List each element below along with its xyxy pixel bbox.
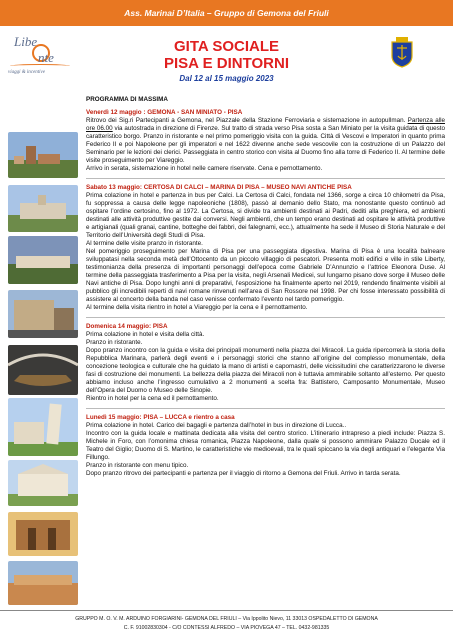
- day1-route: GEMONA - SAN MINIATO - PISA: [145, 109, 243, 116]
- header-banner: Ass. Marinai D’Italia – Gruppo di Gemona del Friuli: [0, 0, 453, 26]
- day1-paragraph-1: [86, 117, 445, 165]
- day3-paragraph-3: Dopo pranzo incontro con la guida e visita dei principali monumenti nella piazza dei Miracoli. La guida ripercorrerà la storia della Repubblica Marinara, parlerà degli eventi e i personaggi storici che stanno all’origine del complesso monumentale, della concezione teologica e culturale che ha guidato la mano di artisti e capomastri, delle vicissitudini che caratterizzarono le diverse fasi di costruzione dei monumenti. La bellezza della piazza dei Miracoli non è tuttavia ammirabile soltanto all’esterno. Per questo abbiamo incluso anche l’ingresso cumulativo a 2 monumenti a scelta fra: Battistero, Camposanto Monumentale, Museo dell’Opera del Duomo o Museo delle Sinopie.: [86, 347, 445, 394]
- divider: [86, 317, 445, 318]
- day4-title: [86, 414, 445, 422]
- day1-departure-time: Partenza alle ore 06.00: [86, 117, 445, 132]
- footer-contact: C. F. 91002830304 - C/O CONTESSI ALFREDO – VIA PIOVEGA 47 – TEL. 0432-981335: [123, 625, 330, 631]
- day4-route: PISA – LUCCA e rientro a casa: [141, 414, 235, 421]
- day3-title: [86, 323, 445, 331]
- day2-section: [86, 184, 445, 312]
- san-miniato-photo: [8, 132, 78, 178]
- day2-paragraph-2: Al termine delle visite pranzo in ristorante.: [86, 240, 203, 247]
- divider: [86, 408, 445, 409]
- page-title-line1: GITA SOCIALE: [174, 38, 279, 55]
- day3-date: Domenica 14 maggio:: [86, 323, 152, 330]
- day4-paragraph-4: Dopo pranzo ritrovo dei partecipanti e partenza per il viaggio di ritorno a Gemona del Friuli. Arrivo in tarda serata.: [86, 470, 401, 477]
- day3-paragraph-4: Rientro in hotel per la cena ed il pernottamento.: [86, 395, 219, 402]
- day3-paragraph-2: Pranzo in ristorante.: [86, 339, 143, 346]
- page-footer: [0, 610, 453, 640]
- day1-text-a: Ritrovo dei Sig.ri Partecipanti a Gemona, nel Piazzale della Stazione Ferroviaria e sistemazione in autopullman.: [86, 117, 408, 124]
- ship-museum-photo: [8, 345, 78, 395]
- day4-date: Lunedì 15 maggio:: [86, 414, 142, 421]
- day2-paragraph-3: Nel pomeriggio proseguimento per Marina di Pisa per una passeggiata digestiva. Marina di Pisa è una località balneare sviluppatasi nella seconda metà dell’Ottocento da un piccolo villaggio di pescatori. Presenta molti edifici e ville in stile Liberty, testimonianza della presenza di importanti personaggi dell’epoca come Gabriele D’Annunzio e l’attrice Eleonora Duse. Al termine della passeggiata trasferimento a Pisa per la visita, negli Arsenali Medicei, sul lungarno pisano dove sorge il Museo delle Navi antiche di Pisa. Dopo lunghi anni di preparativi, l’esposizione ha finalmente aperto nel 2019, rendendo finalmente visibili al pubblico gli incredibili reperti di navi romane rinvenuti nell’area di San Rossore nel 1998. Per chi fosse interessato possibilità di assistere al concerto della banda nel caso venisse confermato l’evento nel tardo pomeriggio.: [86, 248, 445, 303]
- day2-date: Sabato 13 maggio:: [86, 184, 142, 191]
- trip-dates: Dal 12 al 15 maggio 2023: [179, 74, 274, 83]
- footer-address: GRUPPO M. O. V. M. ARDUINO FORGIARINI- GEMONA DEL FRIULI – Via Ippolito Nievo, 11 33013 OSPEDALETTO DI GEMONA: [75, 616, 378, 622]
- lucca-photo-1: [8, 512, 78, 556]
- day4-section: [86, 414, 445, 478]
- day2-paragraph-1: Prima colazione in hotel e partenza in bus per Calci. La Certosa di Calci, fondata nel 1366, sorge a circa 10 chilometri da Pisa, fu soppressa a causa delle legge napoleoniche (1808), passò al demanio dello Stato, ma nonostante questo continuò ad ospitare l’ordine certosino, fino al 1972. La Certosa, si divide tra ambienti destinati ai Padri, dediti alla preghiera, ed ambienti destinati alle attività produttive gestite dai conversi. Negli ambienti, che un tempo erano destinati ad ospitare le attività produttive e artigianali (quali granai, cantine, botteghe dei fabbri, dei falegnami, ecc.), attualmente ha sede il Museo di Storia Naturale e del Territorio dell’Università degli Studi di Pisa.: [86, 192, 445, 239]
- program-heading: PROGRAMMA DI MASSIMA: [86, 96, 168, 103]
- certosa-photo-2: [8, 236, 78, 284]
- divider: [86, 178, 445, 179]
- day4-paragraph-1: Prima colazione in hotel. Carico dei bagagli e partenza dall’hotel in bus in direzione di Lucca..: [86, 422, 347, 429]
- marina-di-pisa-photo: [8, 290, 78, 338]
- certosa-photo-1: [8, 185, 78, 232]
- day4-paragraph-2: Incontro con la guida locale e mattinata dedicata alla visita del centro storico. L’itinerario intrapreso a piedi include: Piazza S. Michele in Foro, con l’omonima chiesa romanica, Piazza Napoleone, dalla quale si possono ammirare Palazzo Ducale ed il Teatro del Giglio; Duomo di S. Martino, le caratteristiche vie medioevali, tra le quali spiccano la via degli antiquari e l’elegante Via Fillungo.: [86, 430, 445, 461]
- day3-paragraph-1: Prima colazione in hotel e visita della città.: [86, 331, 205, 338]
- logo-text-2: nte: [38, 50, 54, 65]
- page-title-line2: PISA E DINTORNI: [163, 55, 290, 72]
- logo-text-1: Libe: [14, 34, 38, 49]
- day4-paragraph-3: Pranzo in ristorante con menu tipico.: [86, 462, 189, 469]
- naval-crest-icon: [389, 36, 415, 68]
- logo-tagline: viaggi & incentive: [8, 70, 45, 75]
- pisa-tower-photo: [8, 398, 78, 456]
- day1-paragraph-2: Arrivo in serata, sistemazione in hotel nelle camere riservate. Cena e pernottamento.: [86, 165, 323, 172]
- pisa-cathedral-photo: [8, 460, 78, 506]
- day1-text-b: via autostrada in direzione di Firenze. Sul tratto di strada verso Pisa sosta a San Miniato per la visita guidata di questo caratteristico borgo. Pranzo in ristorante e nel primo pomeriggio visita con la guida. Città di Vescovi e Imperatori in quanto prima Federico II e poi Napoleone per gli imperatori e nel 1622 divenne anche sede vescovile con la costruzione di un Palazzo del Seminario per le lezioni dei clerici. Passeggiata in centro storico con visita al Duomo fino alla torre di Federico II. Al termine delle visite proseguimento per Viareggio.: [86, 125, 446, 164]
- day3-route: PISA: [151, 323, 168, 330]
- day1-date: Venerdì 12 maggio :: [86, 109, 146, 116]
- day2-route: CERTOSA DI CALCI – MARINA DI PISA – MUSEO NAVI ANTICHE PISA: [141, 184, 352, 191]
- day3-section: [86, 323, 445, 403]
- day1-title: [86, 109, 445, 117]
- day2-title: [86, 184, 445, 192]
- day2-paragraph-4: Al termine della visita rientro in hotel a Viareggio per la cena e il pernottamento.: [86, 304, 308, 311]
- program-content: [86, 96, 445, 478]
- lucca-photo-2: [8, 561, 78, 605]
- day1-section: [86, 109, 445, 173]
